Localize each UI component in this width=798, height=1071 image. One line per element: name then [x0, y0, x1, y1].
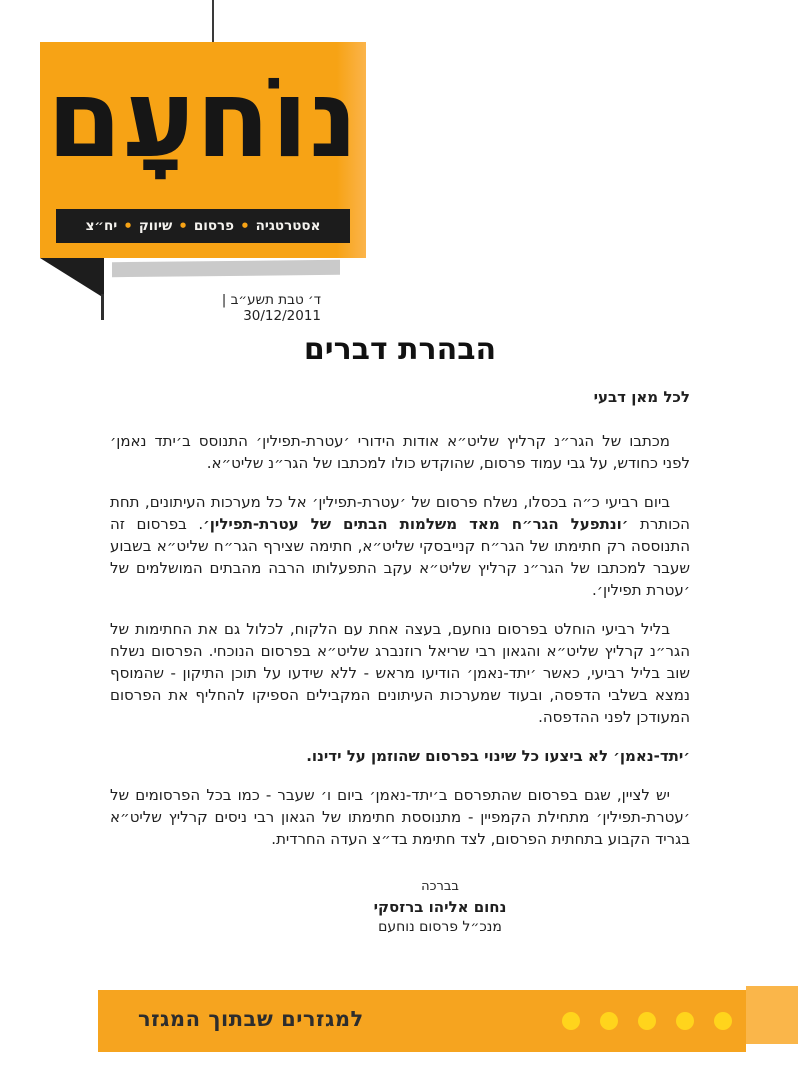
bullet-separator-icon: •	[240, 216, 250, 235]
banner-drop-shadow	[112, 260, 340, 277]
footer-accent-strip	[746, 986, 798, 1044]
footer-dot-icon	[676, 1012, 694, 1030]
paragraph-2	[110, 491, 690, 601]
footer-bar	[98, 990, 746, 1052]
paragraph-2-pre: ביום רביעי כ״ה בכסלו, נשלח פרסום של ׳עטרת-תפילין׳ אל כל מערכות העיתונים, תחת הכותרת	[110, 493, 690, 533]
salutation: לכל מאן דבעי	[593, 388, 690, 406]
logo-banner	[40, 42, 366, 258]
tagline-word-marketing: שיווק	[138, 218, 173, 234]
banner-fold-triangle	[40, 258, 104, 298]
signature-name: נחום אליהו ברזסקי	[373, 898, 507, 916]
tagline-word-strategy: אסטרטגיה	[255, 218, 321, 234]
signature-block	[335, 879, 545, 935]
paragraph-2-post: . בפרסום זה התנוססה רק חתימתו של הגר״ח קנייבסקי שליט״א, חתימה שצירף הגר״ח שליט״א בשבוע שעבר למכתבו של הגר״נ קרליץ שליט״א עקב התפעלותו הרבה מהבתים המושלמים של ׳עטרת תפילין׳.	[110, 515, 690, 599]
signature-closing: בברכה	[421, 879, 459, 894]
footer-dot-icon	[638, 1012, 656, 1030]
paragraph-3: בליל רביעי הוחלט בפרסום נוחעם, בעצה אחת עם הלקוח, לכלול גם את החתימות של הגר״נ קרליץ שליט״א והגאון רבי שריאל רוזנברג שליט״א בפרסום הנוכחי. הפרסום נשלח שוב בליל רביעי, כאשר ׳יתד-נאמן׳ הודיעו מראש - ללא שידעו על תוכן התיקון - שהמוסף נמצא בשלבי הדפסה, ובעוד שמערכות העיתונים המקבילים הספיקו להחליף את הפרסום המעודכן לפני ההדפסה.	[110, 620, 690, 726]
footer-dot-icon	[562, 1012, 580, 1030]
paragraph-5: יש לציין, שגם בפרסום שהתפרסם ב׳יתד-נאמן׳ ביום ו׳ שעבר - כמו בכל הפרסומים של ׳עטרת-תפילין׳ מתחילת הקמפיין - מתנוססת חתימתו של הגאון רבי ניסים קרליץ שליט״א בגריד הקבוע בתחתית הפרסום, לצד חתימת בד״צ העדה החרדית.	[110, 786, 690, 848]
letter-title: הבהרת דברים	[303, 332, 497, 367]
fold-mark-line	[212, 0, 214, 44]
paragraph-4-emphasis: ׳יתד-נאמן׳ לא ביצעו כל שינוי בפרסום שהוזמן על ידינו.	[306, 747, 690, 765]
letter-body	[110, 386, 690, 867]
tagline-word-pr: יח״צ	[85, 218, 118, 234]
logo-tagline-bar	[56, 209, 350, 243]
page-edge-line	[101, 294, 104, 320]
bullet-separator-icon: •	[123, 216, 133, 235]
footer-dot-icon	[714, 1012, 732, 1030]
logo-wordmark: נוֹחעָם	[46, 56, 360, 182]
footer-dots	[562, 1012, 732, 1030]
paragraph-2-bold: ׳ונתפעל הגר״ח מאד משלמות הבתים של עטרת-תפילין׳	[203, 515, 629, 533]
paragraph-1: מכתבו של הגר״נ קרליץ שליט״א אודות הידורי ׳עטרת-תפילין׳ התנוסס ב׳יתד נאמן׳ לפני כחודש, על גבי עמוד פרסום, שהוקדש כולו למכתבו של הגר״נ שליט״א.	[110, 432, 690, 472]
signature-role: מנכ״ל פרסום נוחעם	[378, 919, 502, 935]
footer-dot-icon	[600, 1012, 618, 1030]
footer-slogan: למגזרים שבתוך המגזר	[138, 1007, 364, 1031]
date-line: ד׳ טבת תשע״ב | 30/12/2011	[221, 292, 321, 324]
bullet-separator-icon: •	[178, 216, 188, 235]
tagline-word-advertising: פרסום	[193, 218, 235, 234]
